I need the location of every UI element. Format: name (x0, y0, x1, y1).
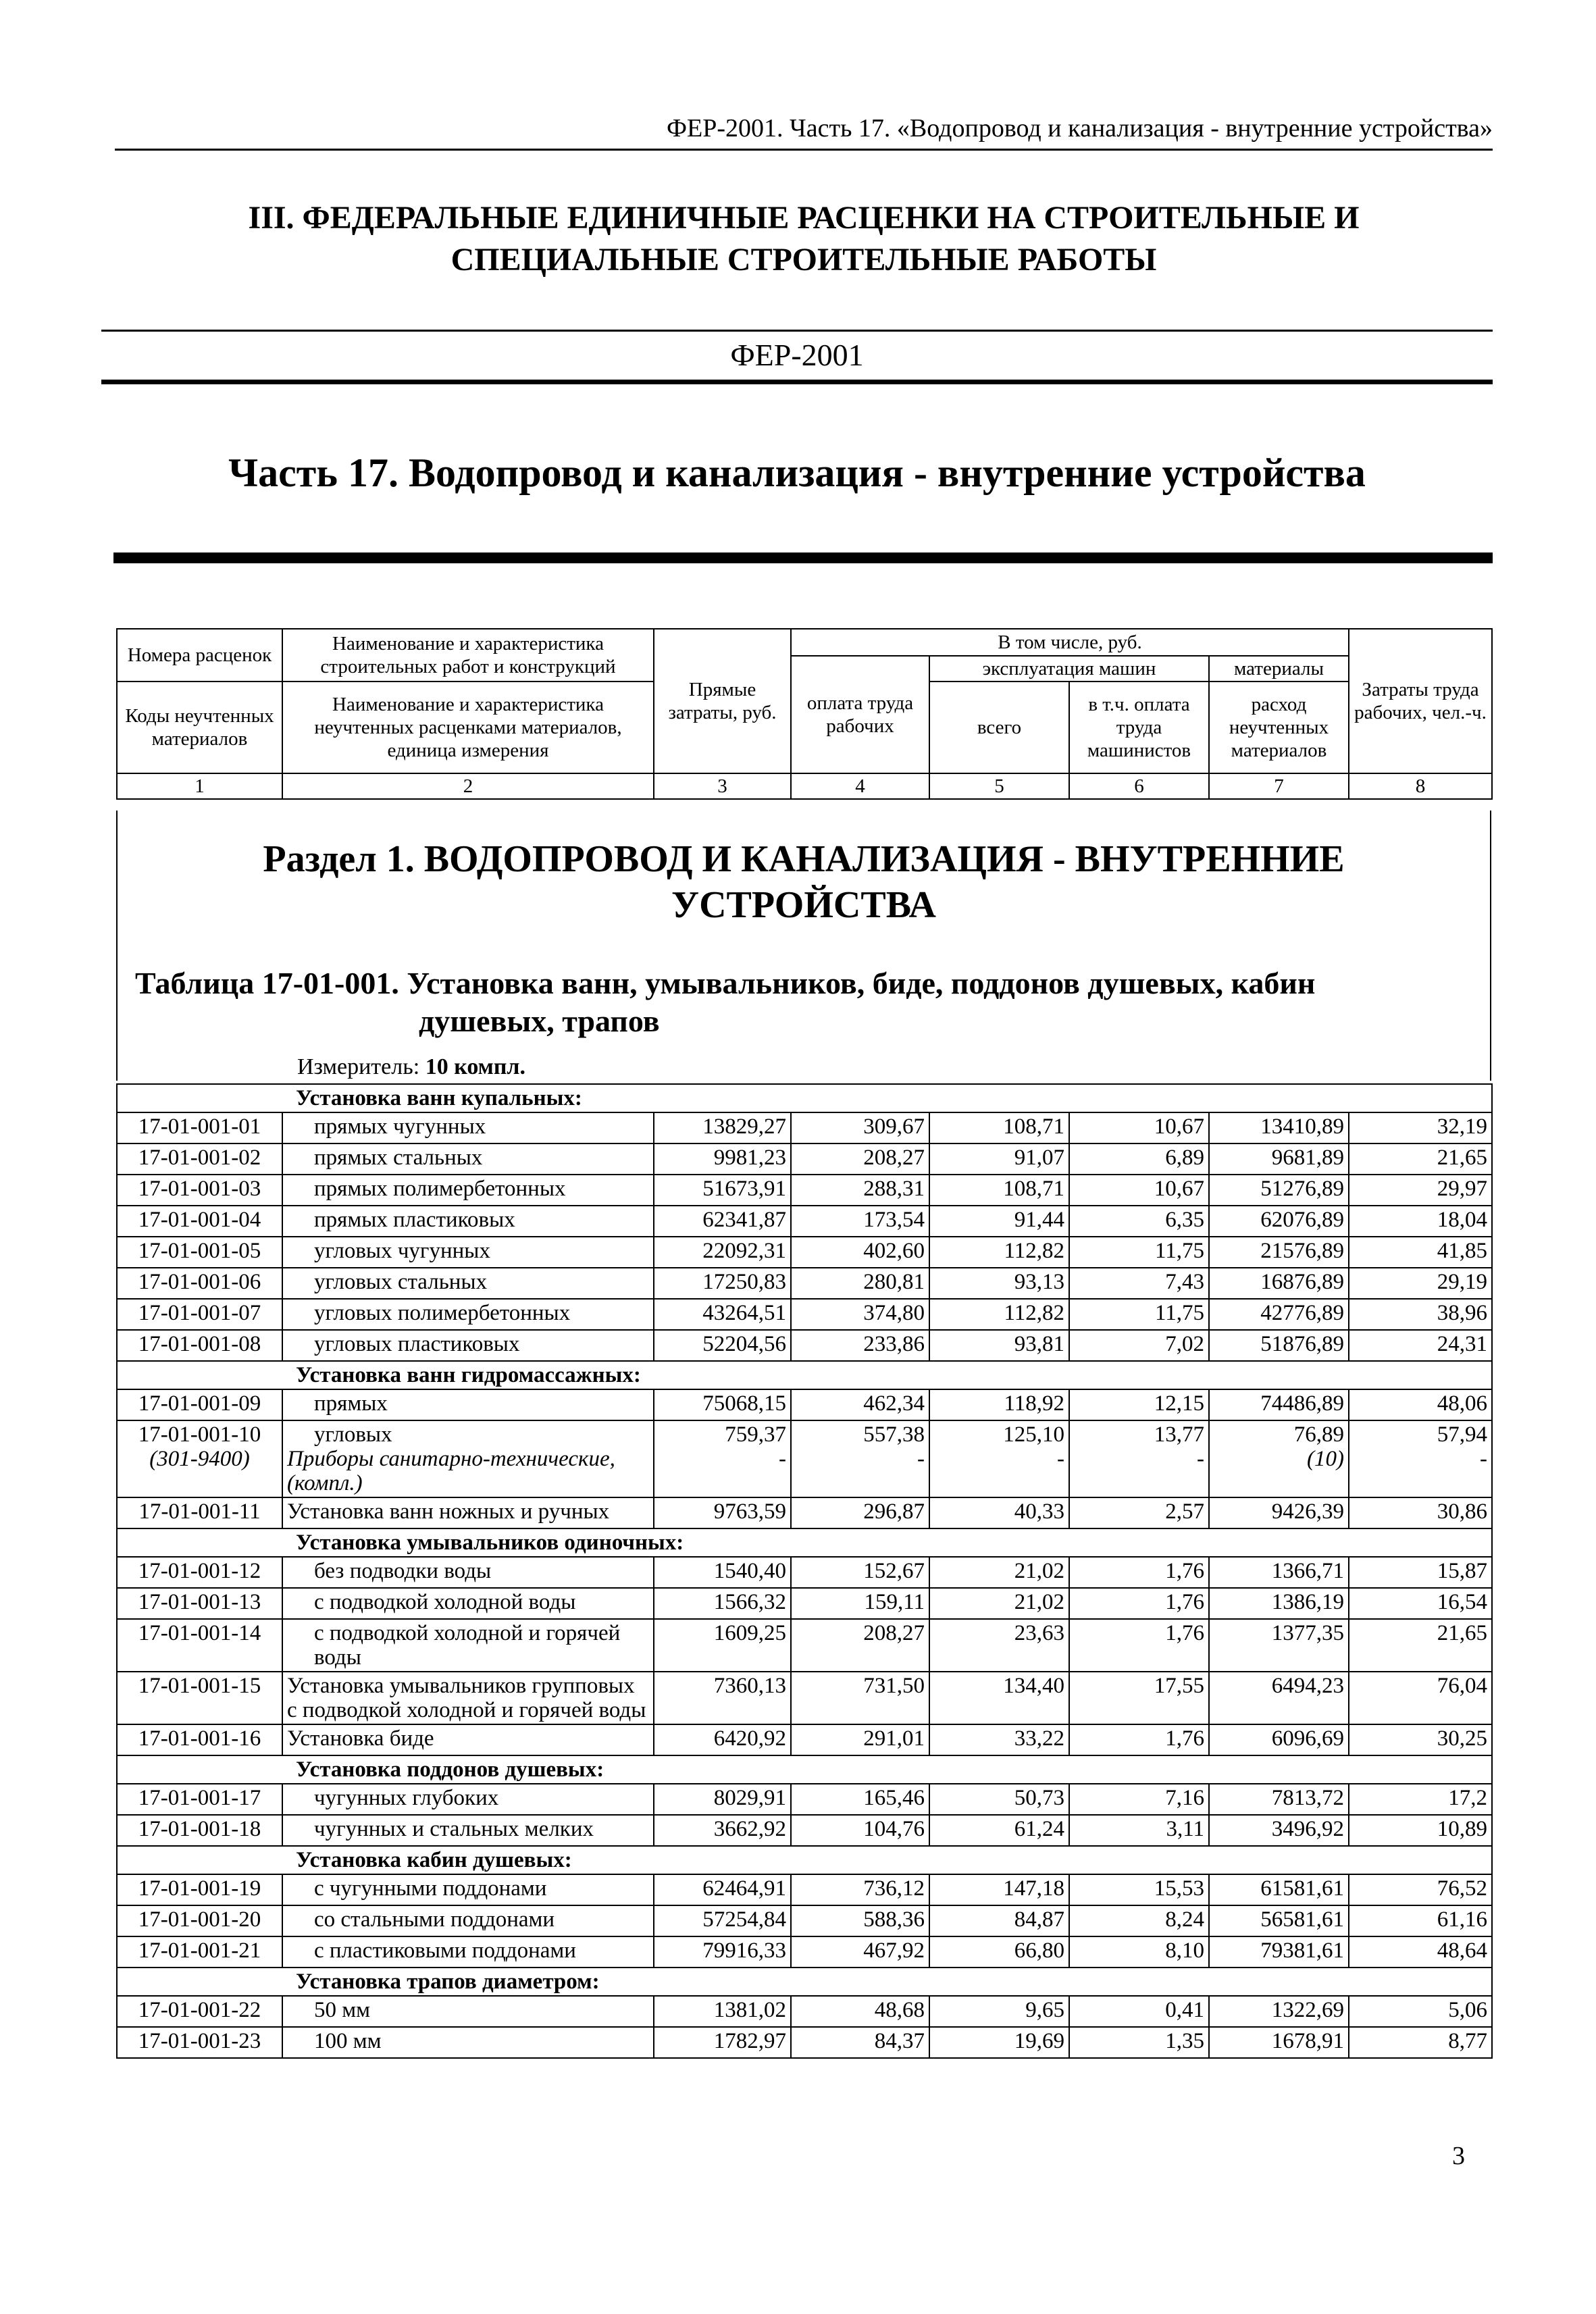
header-col4: оплата труда рабочих (791, 656, 929, 773)
rate-code: 17-01-001-18 (117, 1815, 282, 1846)
direct-costs: 6420,92 (654, 1724, 791, 1755)
part-title (115, 197, 1493, 281)
labor-hours: 30,25 (1349, 1724, 1492, 1755)
header-col2-bottom: Наименование и характеристика неучтенных расценками материалов, единица измерения (282, 682, 654, 773)
measure-unit (297, 1054, 525, 1081)
materials-cost-value: 76,89 (1293, 1422, 1344, 1447)
machinist-pay: 1,76 (1069, 1557, 1209, 1588)
work-name: без подводки воды (282, 1557, 654, 1588)
rate-code-value: 17-01-001-10 (138, 1422, 261, 1447)
labor-hours: 24,31 (1349, 1330, 1492, 1361)
header-col1-bottom: Коды неучтенных материалов (117, 682, 282, 773)
thick-divider (113, 552, 1493, 563)
machinist-pay: 1,76 (1069, 1588, 1209, 1619)
rate-code: 17-01-001-14 (117, 1619, 282, 1672)
machines-total: 108,71 (929, 1112, 1069, 1143)
worker-pay: 165,46 (791, 1784, 929, 1815)
category-label: Установка кабин душевых: (117, 1846, 1492, 1874)
worker-pay: 291,01 (791, 1724, 929, 1755)
machinist-pay (1069, 1420, 1209, 1497)
labor-hours: 29,97 (1349, 1175, 1492, 1206)
table-row (117, 1784, 1492, 1815)
rate-code: 17-01-001-05 (117, 1237, 282, 1268)
table-title-line1: Таблица 17-01-001. Установка ванн, умывальников, биде, поддонов душевых, кабин (135, 966, 1316, 1000)
rates-table (116, 1083, 1493, 2059)
labor-hours: 29,19 (1349, 1268, 1492, 1299)
machinist-pay: 2,57 (1069, 1497, 1209, 1528)
work-name: 50 мм (282, 1996, 654, 2027)
part-title-line2: СПЕЦИАЛЬНЫЕ СТРОИТЕЛЬНЫЕ РАБОТЫ (451, 242, 1157, 278)
category-label: Установка ванн гидромассажных: (117, 1361, 1492, 1389)
direct-costs: 75068,15 (654, 1389, 791, 1420)
work-name-material: Приборы санитарно-технические, (компл.) (287, 1447, 615, 1495)
direct-costs: 8029,91 (654, 1784, 791, 1815)
machines-total: 93,81 (929, 1330, 1069, 1361)
header-col8: Затраты труда рабочих, чел.-ч. (1349, 629, 1492, 773)
direct-costs: 13829,27 (654, 1112, 791, 1143)
machinist-pay: 3,11 (1069, 1815, 1209, 1846)
labor-hours: 21,65 (1349, 1619, 1492, 1672)
table-row (117, 1588, 1492, 1619)
table-row (117, 1143, 1492, 1175)
labor-hours: 76,52 (1349, 1874, 1492, 1905)
machines-total-material: - (1057, 1447, 1064, 1471)
machinist-pay: 10,67 (1069, 1112, 1209, 1143)
machinist-pay: 11,75 (1069, 1299, 1209, 1330)
table-row (117, 1299, 1492, 1330)
rate-code: 17-01-001-08 (117, 1330, 282, 1361)
worker-pay: 104,76 (791, 1815, 929, 1846)
table-header (116, 628, 1493, 800)
rate-code: 17-01-001-01 (117, 1112, 282, 1143)
materials-cost: 1322,69 (1209, 1996, 1349, 2027)
header-col6: в т.ч. оплата труда машинистов (1069, 682, 1209, 773)
category-label: Установка ванн купальных: (117, 1084, 1492, 1112)
worker-pay: 462,34 (791, 1389, 929, 1420)
machines-total (929, 1420, 1069, 1497)
worker-pay: 374,80 (791, 1299, 929, 1330)
category-label: Установка трапов диаметром: (117, 1968, 1492, 1996)
rate-code: 17-01-001-22 (117, 1996, 282, 2027)
header-number: 2 (282, 773, 654, 799)
work-name: угловых пластиковых (282, 1330, 654, 1361)
work-name (282, 1420, 654, 1497)
work-name: прямых чугунных (282, 1112, 654, 1143)
materials-cost: 6096,69 (1209, 1724, 1349, 1755)
rate-code: 17-01-001-11 (117, 1497, 282, 1528)
machines-total: 21,02 (929, 1588, 1069, 1619)
labor-hours: 41,85 (1349, 1237, 1492, 1268)
work-name: с подводкой холодной и горячей воды (282, 1619, 654, 1672)
materials-cost: 51276,89 (1209, 1175, 1349, 1206)
direct-costs: 1566,32 (654, 1588, 791, 1619)
direct-costs: 43264,51 (654, 1299, 791, 1330)
table-title-line2: душевых, трапов (419, 1004, 660, 1038)
table-row (117, 1497, 1492, 1528)
category-label: Установка умывальников одиночных: (117, 1528, 1492, 1557)
machinist-pay: 1,76 (1069, 1724, 1209, 1755)
labor-hours: 76,04 (1349, 1672, 1492, 1724)
machines-total: 19,69 (929, 2027, 1069, 2058)
machines-total-value: 125,10 (1003, 1422, 1064, 1447)
page-number: 3 (1452, 2142, 1465, 2170)
fer-label: ФЕР-2001 (730, 338, 864, 372)
labor-hours: 32,19 (1349, 1112, 1492, 1143)
labor-hours: 8,77 (1349, 2027, 1492, 2058)
header-number: 3 (654, 773, 791, 799)
labor-hours: 10,89 (1349, 1815, 1492, 1846)
machines-total: 91,07 (929, 1143, 1069, 1175)
worker-pay: 233,86 (791, 1330, 929, 1361)
machinist-pay: 10,67 (1069, 1175, 1209, 1206)
machinist-pay: 8,24 (1069, 1905, 1209, 1936)
table-row (117, 1237, 1492, 1268)
labor-hours-value: 57,94 (1437, 1422, 1488, 1447)
work-name: чугунных глубоких (282, 1784, 654, 1815)
machines-total: 84,87 (929, 1905, 1069, 1936)
machinist-pay-material: - (1197, 1447, 1204, 1471)
machines-total: 23,63 (929, 1619, 1069, 1672)
header-col5: всего (929, 682, 1069, 773)
direct-costs: 9763,59 (654, 1497, 791, 1528)
header-number: 5 (929, 773, 1069, 799)
machinist-pay-value: 13,77 (1154, 1422, 1204, 1447)
worker-pay: 296,87 (791, 1497, 929, 1528)
machines-total: 40,33 (929, 1497, 1069, 1528)
materials-cost: 1678,91 (1209, 2027, 1349, 2058)
table-row (117, 1112, 1492, 1143)
category-label: Установка поддонов душевых: (117, 1755, 1492, 1784)
direct-costs: 57254,84 (654, 1905, 791, 1936)
header-number: 1 (117, 773, 282, 799)
direct-costs-material: - (779, 1447, 786, 1471)
work-name: со стальными поддонами (282, 1905, 654, 1936)
machinist-pay: 15,53 (1069, 1874, 1209, 1905)
labor-hours: 48,06 (1349, 1389, 1492, 1420)
table-title (135, 965, 1479, 1040)
work-name: с чугунными поддонами (282, 1874, 654, 1905)
rate-code: 17-01-001-06 (117, 1268, 282, 1299)
direct-costs: 52204,56 (654, 1330, 791, 1361)
worker-pay: 173,54 (791, 1206, 929, 1237)
work-name: Установка ванн ножных и ручных (282, 1497, 654, 1528)
machines-total: 33,22 (929, 1724, 1069, 1755)
category-row (117, 1084, 1492, 1112)
labor-hours: 18,04 (1349, 1206, 1492, 1237)
materials-cost: 21576,89 (1209, 1237, 1349, 1268)
materials-cost: 62076,89 (1209, 1206, 1349, 1237)
worker-pay: 731,50 (791, 1672, 929, 1724)
header-group: В том числе, руб. (791, 629, 1349, 656)
rate-code: 17-01-001-19 (117, 1874, 282, 1905)
category-row (117, 1968, 1492, 1996)
labor-hours: 61,16 (1349, 1905, 1492, 1936)
machines-total: 134,40 (929, 1672, 1069, 1724)
direct-costs: 1609,25 (654, 1619, 791, 1672)
machinist-pay: 12,15 (1069, 1389, 1209, 1420)
work-name: с подводкой холодной воды (282, 1588, 654, 1619)
rate-code: 17-01-001-12 (117, 1557, 282, 1588)
machines-total: 9,65 (929, 1996, 1069, 2027)
header-number: 6 (1069, 773, 1209, 799)
machinist-pay: 17,55 (1069, 1672, 1209, 1724)
fer-rule-top (101, 330, 1493, 332)
direct-costs: 51673,91 (654, 1175, 791, 1206)
header-machines: эксплуатация машин (929, 656, 1209, 682)
materials-cost: 3496,92 (1209, 1815, 1349, 1846)
table-row (117, 1905, 1492, 1936)
table-row (117, 1175, 1492, 1206)
machinist-pay: 7,43 (1069, 1268, 1209, 1299)
direct-costs: 1540,40 (654, 1557, 791, 1588)
rate-code: 17-01-001-13 (117, 1588, 282, 1619)
work-name-value: угловых (314, 1422, 392, 1447)
labor-hours: 5,06 (1349, 1996, 1492, 2027)
machines-total: 21,02 (929, 1557, 1069, 1588)
machines-total: 112,82 (929, 1237, 1069, 1268)
category-row (117, 1528, 1492, 1557)
table-row (117, 1619, 1492, 1672)
table-row (117, 1996, 1492, 2027)
category-row (117, 1361, 1492, 1389)
materials-cost: 6494,23 (1209, 1672, 1349, 1724)
direct-costs: 62341,87 (654, 1206, 791, 1237)
running-header: ФЕР-2001. Часть 17. «Водопровод и канализация - внутренние устройства» (667, 114, 1493, 143)
worker-pay: 467,92 (791, 1936, 929, 1968)
labor-hours: 48,64 (1349, 1936, 1492, 1968)
work-name: с пластиковыми поддонами (282, 1936, 654, 1968)
machines-total: 91,44 (929, 1206, 1069, 1237)
rate-code: 17-01-001-15 (117, 1672, 282, 1724)
rate-code: 17-01-001-20 (117, 1905, 282, 1936)
work-name: Установка биде (282, 1724, 654, 1755)
labor-hours: 15,87 (1349, 1557, 1492, 1588)
table-row (117, 1724, 1492, 1755)
table-row (117, 1874, 1492, 1905)
machinist-pay: 7,02 (1069, 1330, 1209, 1361)
header-col2-top: Наименование и характеристика строительных работ и конструкций (282, 629, 654, 682)
work-name: 100 мм (282, 2027, 654, 2058)
rate-code: 17-01-001-09 (117, 1389, 282, 1420)
direct-costs (654, 1420, 791, 1497)
machinist-pay: 6,35 (1069, 1206, 1209, 1237)
machinist-pay: 11,75 (1069, 1237, 1209, 1268)
materials-cost: 13410,89 (1209, 1112, 1349, 1143)
worker-pay: 152,67 (791, 1557, 929, 1588)
worker-pay: 736,12 (791, 1874, 929, 1905)
work-name: угловых стальных (282, 1268, 654, 1299)
machinist-pay: 0,41 (1069, 1996, 1209, 2027)
materials-cost: 9426,39 (1209, 1497, 1349, 1528)
materials-cost: 9681,89 (1209, 1143, 1349, 1175)
materials-cost: 1366,71 (1209, 1557, 1349, 1588)
direct-costs: 17250,83 (654, 1268, 791, 1299)
machinist-pay: 1,35 (1069, 2027, 1209, 2058)
rate-code: 17-01-001-16 (117, 1724, 282, 1755)
materials-cost-material: (10) (1307, 1447, 1344, 1471)
rate-code: 17-01-001-03 (117, 1175, 282, 1206)
section-title-line1: Раздел 1. ВОДОПРОВОД И КАНАЛИЗАЦИЯ - ВНУТРЕННИЕ (263, 838, 1345, 880)
machines-total: 66,80 (929, 1936, 1069, 1968)
direct-costs: 62464,91 (654, 1874, 791, 1905)
rate-code: 17-01-001-21 (117, 1936, 282, 1968)
work-name: прямых пластиковых (282, 1206, 654, 1237)
part-heading: Часть 17. Водопровод и канализация - внутренние устройства (228, 451, 1366, 495)
fer-rule-bottom (101, 380, 1493, 384)
worker-pay: 84,37 (791, 2027, 929, 2058)
materials-cost: 7813,72 (1209, 1784, 1349, 1815)
machinist-pay: 7,16 (1069, 1784, 1209, 1815)
header-col7: расход неучтенных материалов (1209, 682, 1349, 773)
category-row (117, 1846, 1492, 1874)
table-row (117, 1672, 1492, 1724)
machinist-pay: 1,76 (1069, 1619, 1209, 1672)
section-title-line2: УСТРОЙСТВА (671, 884, 936, 926)
materials-cost: 1386,19 (1209, 1588, 1349, 1619)
machinist-pay: 8,10 (1069, 1936, 1209, 1968)
work-name: чугунных и стальных мелких (282, 1815, 654, 1846)
header-rule (115, 149, 1493, 151)
header-number: 4 (791, 773, 929, 799)
materials-cost: 56581,61 (1209, 1905, 1349, 1936)
materials-cost: 1377,35 (1209, 1619, 1349, 1672)
machines-total: 50,73 (929, 1784, 1069, 1815)
header-col1-top: Номера расценок (117, 629, 282, 682)
category-row (117, 1755, 1492, 1784)
work-name: Установка умывальников групповых с подводкой холодной и горячей воды (282, 1672, 654, 1724)
work-name: угловых чугунных (282, 1237, 654, 1268)
rate-code-material: (301-9400) (149, 1447, 250, 1471)
labor-hours-material: - (1480, 1447, 1488, 1471)
part-title-line1: III. ФЕДЕРАЛЬНЫЕ ЕДИНИЧНЫЕ РАСЦЕНКИ НА СТРОИТЕЛЬНЫЕ И (248, 200, 1360, 236)
worker-pay-value: 557,38 (863, 1422, 925, 1447)
table-row (117, 1389, 1492, 1420)
materials-cost (1209, 1420, 1349, 1497)
table-row (117, 1936, 1492, 1968)
table-row (117, 1330, 1492, 1361)
table-row (117, 1268, 1492, 1299)
machines-total: 147,18 (929, 1874, 1069, 1905)
worker-pay: 309,67 (791, 1112, 929, 1143)
worker-pay: 402,60 (791, 1237, 929, 1268)
materials-cost: 51876,89 (1209, 1330, 1349, 1361)
labor-hours: 38,96 (1349, 1299, 1492, 1330)
machines-total: 118,92 (929, 1389, 1069, 1420)
direct-costs-value: 759,37 (725, 1422, 786, 1447)
direct-costs: 9981,23 (654, 1143, 791, 1175)
table-row (117, 1815, 1492, 1846)
worker-pay (791, 1420, 929, 1497)
rate-code: 17-01-001-17 (117, 1784, 282, 1815)
materials-cost: 16876,89 (1209, 1268, 1349, 1299)
direct-costs: 1782,97 (654, 2027, 791, 2058)
machines-total: 112,82 (929, 1299, 1069, 1330)
machines-total: 93,13 (929, 1268, 1069, 1299)
work-name: прямых (282, 1389, 654, 1420)
header-materials: материалы (1209, 656, 1349, 682)
worker-pay: 288,31 (791, 1175, 929, 1206)
header-number: 8 (1349, 773, 1492, 799)
measure-label: Измеритель: (297, 1054, 420, 1079)
direct-costs: 22092,31 (654, 1237, 791, 1268)
rate-code: 17-01-001-23 (117, 2027, 282, 2058)
table-row (117, 1206, 1492, 1237)
materials-cost: 61581,61 (1209, 1874, 1349, 1905)
worker-pay: 48,68 (791, 1996, 929, 2027)
work-name: прямых стальных (282, 1143, 654, 1175)
section-title (116, 836, 1491, 928)
rate-code: 17-01-001-07 (117, 1299, 282, 1330)
worker-pay: 280,81 (791, 1268, 929, 1299)
direct-costs: 79916,33 (654, 1936, 791, 1968)
rate-code: 17-01-001-04 (117, 1206, 282, 1237)
labor-hours: 30,86 (1349, 1497, 1492, 1528)
rate-code: 17-01-001-02 (117, 1143, 282, 1175)
table-row (117, 2027, 1492, 2058)
rate-code (117, 1420, 282, 1497)
table-row (117, 1420, 1492, 1497)
worker-pay: 208,27 (791, 1619, 929, 1672)
direct-costs: 1381,02 (654, 1996, 791, 2027)
direct-costs: 3662,92 (654, 1815, 791, 1846)
worker-pay: 208,27 (791, 1143, 929, 1175)
labor-hours: 17,2 (1349, 1784, 1492, 1815)
work-name: прямых полимербетонных (282, 1175, 654, 1206)
labor-hours: 21,65 (1349, 1143, 1492, 1175)
materials-cost: 42776,89 (1209, 1299, 1349, 1330)
measure-value: 10 компл. (425, 1054, 526, 1079)
table-row (117, 1557, 1492, 1588)
worker-pay: 588,36 (791, 1905, 929, 1936)
machinist-pay: 6,89 (1069, 1143, 1209, 1175)
labor-hours (1349, 1420, 1492, 1497)
labor-hours: 16,54 (1349, 1588, 1492, 1619)
machines-total: 61,24 (929, 1815, 1069, 1846)
materials-cost: 74486,89 (1209, 1389, 1349, 1420)
header-number: 7 (1209, 773, 1349, 799)
direct-costs: 7360,13 (654, 1672, 791, 1724)
machines-total: 108,71 (929, 1175, 1069, 1206)
materials-cost: 79381,61 (1209, 1936, 1349, 1968)
worker-pay-material: - (917, 1447, 925, 1471)
work-name: угловых полимербетонных (282, 1299, 654, 1330)
header-col3: Прямые затраты, руб. (654, 629, 791, 773)
worker-pay: 159,11 (791, 1588, 929, 1619)
